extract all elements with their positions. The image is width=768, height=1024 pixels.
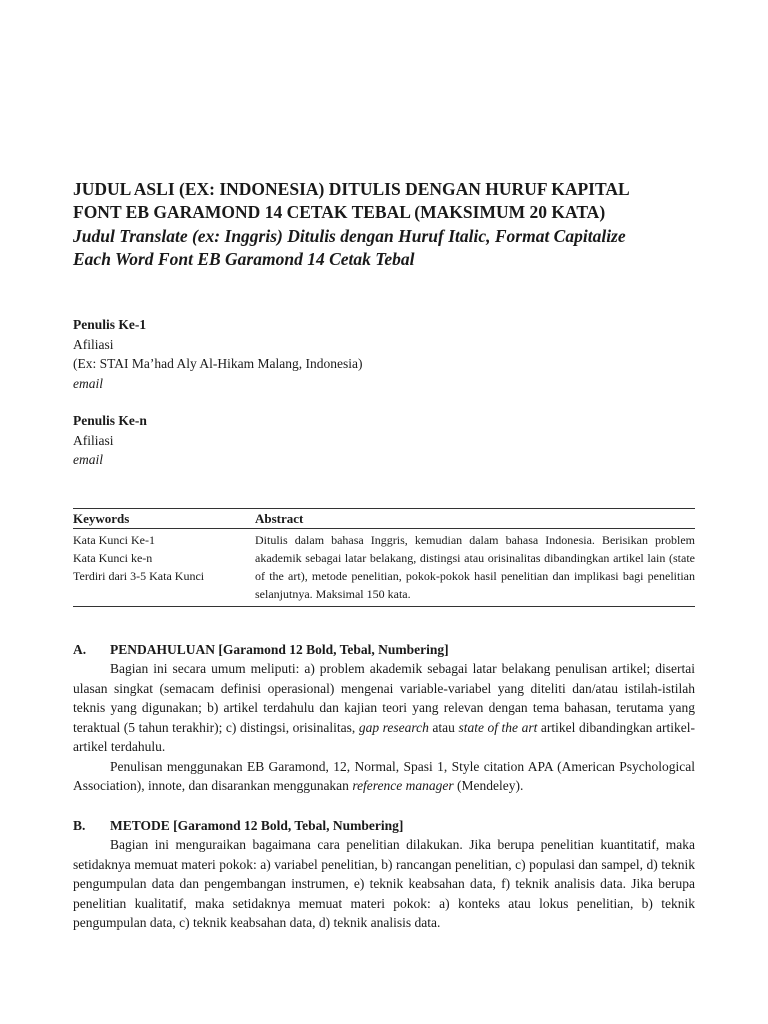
text-run: Penulisan menggunakan EB Garamond, 12, Normal, Spasi 1, Style citation APA (American Psychological Association), innote, dan disarankan menggunakan <box>73 758 695 793</box>
table-row <box>73 528 695 606</box>
author-1-name: Penulis Ke-1 <box>73 317 147 332</box>
author-n <box>73 411 695 470</box>
author-n-email: email <box>73 452 103 467</box>
section-a-paragraph-2 <box>73 757 695 796</box>
keywords-header: Keywords <box>73 508 255 528</box>
keywords-abstract-table <box>73 508 695 607</box>
section-b-paragraph-1: Bagian ini menguraikan bagaimana cara penelitian dilakukan. Jika berupa penelitian kuantitatif, maka setidaknya memuat materi pokok: a) variabel penelitian, b) rancangan penelitian, c) populasi dan sampel, d) teknik pengumpulan data dan pengembangan instrumen, e) teknik keabsahan data, f) teknik analisis data. Jika berupa penelitian kualitatif, maka setidaknya memuat materi pokok: a) konteks atau lokus penelitian, b) teknik pengumpulan data, c) teknik keabsahan data, d) teknik analisis data. <box>73 837 695 930</box>
table-header-row <box>73 508 695 528</box>
text-run: (Mendeley). <box>453 778 524 793</box>
section-a-title: PENDAHULUAN [Garamond 12 Bold, Tebal, Numbering] <box>110 641 449 657</box>
text-run-italic: state of the art <box>458 719 538 735</box>
section-a-number: A. <box>73 641 87 657</box>
abstract-header: Abstract <box>255 508 695 528</box>
author-n-name: Penulis Ke-n <box>73 413 147 428</box>
section-a <box>73 640 695 796</box>
section-a-paragraph-1 <box>73 659 695 757</box>
text-run: Bagian ini secara umum meliputi: a) problem akademik sebagai latar belakang penulisan artikel; disertai ulasan singkat (semacam definisi operasional) mengenai variable-variabel yang diteliti dan/atau istilah-istilah teknis yang digunakan; b) artikel terdahulu dan kajian teori yang relevan dengan tema bahasan, terutama yang teraktual (5 tahun terakhir); c) distingsi, orisinalitas, <box>73 661 695 735</box>
text-run: artikel dibandingkan artikel-artikel terdahulu. <box>73 719 695 754</box>
section-b <box>73 816 695 933</box>
section-b-heading <box>73 816 695 836</box>
text-run-italic: gap research <box>358 719 429 735</box>
author-1-email: email <box>73 375 103 391</box>
author-1 <box>73 315 695 393</box>
keywords-cell <box>73 528 255 606</box>
title-translate-line-2: Each Word Font EB Garamond 14 Cetak Tebal <box>73 249 415 269</box>
title-original <box>73 178 695 224</box>
abstract-text: Ditulis dalam bahasa Inggris, kemudian dalam bahasa Indonesia. Berisikan problem akademik sebagai latar belakang, distingsi atau orisinalitas dibandingkan artikel lain (state of the art), metode penelitian, pokok-pokok hasil penelitian dan implikasi bagi penelitian selanjutnya. Maksimal 150 kata. <box>255 528 695 606</box>
title-translate <box>73 225 695 271</box>
keyword-item: Kata Kunci ke-n <box>73 550 153 565</box>
section-a-heading <box>73 640 695 660</box>
section-b-number: B. <box>73 817 86 833</box>
title-block <box>73 178 695 271</box>
keyword-item: Kata Kunci Ke-1 <box>73 532 155 547</box>
author-1-affiliation: Afiliasi <box>73 336 114 352</box>
text-run: atau <box>428 719 459 735</box>
document-content <box>73 178 695 933</box>
title-line-1: JUDUL ASLI (EX: INDONESIA) DITULIS DENGAN HURUF KAPITAL <box>73 179 630 199</box>
keyword-item: Terdiri dari 3-5 Kata Kunci <box>73 568 205 583</box>
author-1-affiliation-example: (Ex: STAI Ma’had Aly Al-Hikam Malang, Indonesia) <box>73 356 363 371</box>
text-run-italic: reference manager <box>352 778 454 793</box>
title-line-2: FONT EB GARAMOND 14 CETAK TEBAL (MAKSIMUM 20 KATA) <box>73 202 606 222</box>
author-n-affiliation: Afiliasi <box>73 432 114 448</box>
section-b-title: METODE [Garamond 12 Bold, Tebal, Numbering] <box>110 817 404 833</box>
title-translate-line-1: Judul Translate (ex: Inggris) Ditulis dengan Huruf Italic, Format Capitalize <box>73 226 626 246</box>
